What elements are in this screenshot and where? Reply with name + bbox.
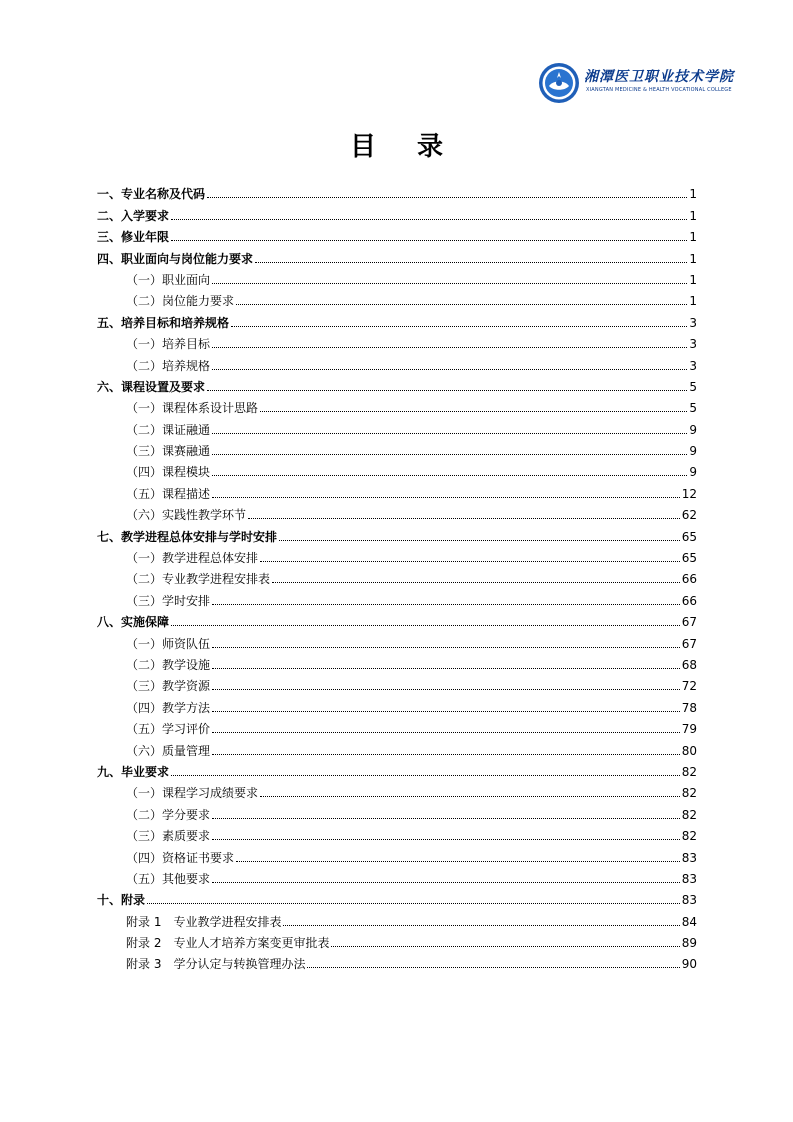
toc-entry[interactable] (97, 866, 697, 887)
toc-entry-text: 四、职业面向与岗位能力要求 (97, 251, 254, 266)
toc-entry-page: 68 (681, 657, 697, 672)
toc-entry-text: （三）学时安排 (126, 593, 211, 608)
toc-entry[interactable] (97, 609, 697, 630)
toc-entry-text: （五）课程描述 (126, 486, 211, 501)
toc-entry[interactable] (97, 181, 697, 202)
toc-entry[interactable] (97, 374, 697, 395)
toc-entry-text: 一、专业名称及代码 (97, 187, 206, 202)
toc-entry[interactable] (97, 737, 697, 758)
toc-entry[interactable] (97, 416, 697, 437)
toc-entry-text: （六）实践性教学环节 (126, 508, 247, 523)
toc-entry[interactable] (97, 288, 697, 309)
toc-entry-text: 五、培养目标和培养规格 (97, 315, 230, 330)
toc-entry[interactable] (97, 331, 697, 352)
toc-entry-text: 六、课程设置及要求 (97, 379, 206, 394)
toc-dot-leader (283, 925, 679, 926)
toc-entry-page: 9 (689, 465, 697, 480)
toc-entry-page: 65 (681, 551, 697, 566)
toc-entry-page: 12 (681, 486, 697, 501)
toc-dot-leader (260, 411, 687, 412)
toc-dot-leader (272, 582, 680, 583)
toc-entry-text: （四）教学方法 (126, 700, 211, 715)
toc-entry-page: 1 (689, 272, 697, 287)
toc-dot-leader (207, 390, 687, 391)
toc-entry-text: （六）质量管理 (126, 743, 211, 758)
toc-entry-text: 八、实施保障 (97, 615, 170, 630)
toc-entry-page: 5 (689, 379, 697, 394)
toc-entry-page: 1 (689, 187, 697, 202)
toc-entry[interactable] (97, 245, 697, 266)
toc-entry[interactable] (97, 801, 697, 822)
toc-entry[interactable] (97, 673, 697, 694)
college-name: 湘潭医卫职业技术学院 (584, 69, 734, 85)
toc-entry-text: （二）专业教学进程安排表 (126, 572, 271, 587)
toc-entry-text: （一）培养目标 (126, 337, 211, 352)
toc-dot-leader (236, 304, 687, 305)
toc-entry-text: （三）教学资源 (126, 679, 211, 694)
toc-entry-page: 82 (681, 764, 697, 779)
toc-entry[interactable] (97, 780, 697, 801)
toc-entry[interactable] (97, 395, 697, 416)
toc-dot-leader (260, 561, 680, 562)
toc-entry-text: 七、教学进程总体安排与学时安排 (97, 529, 278, 544)
toc-entry[interactable] (97, 438, 697, 459)
toc-dot-leader (212, 818, 680, 819)
toc-entry-page: 67 (681, 615, 697, 630)
toc-entry-page: 1 (689, 251, 697, 266)
toc-entry-page: 1 (689, 294, 697, 309)
toc-dot-leader (260, 796, 680, 797)
toc-entry[interactable] (97, 887, 697, 908)
toc-dot-leader (212, 604, 680, 605)
toc-entry-page: 82 (681, 786, 697, 801)
toc-entry-text: （四）课程模块 (126, 465, 211, 480)
toc-dot-leader (212, 497, 680, 498)
toc-dot-leader (147, 903, 680, 904)
toc-dot-leader (236, 861, 680, 862)
toc-entry-text: 三、修业年限 (97, 230, 170, 245)
toc-dot-leader (212, 689, 680, 690)
toc-dot-leader (212, 454, 687, 455)
toc-entry-text: （五）学习评价 (126, 722, 211, 737)
toc-dot-leader (171, 775, 680, 776)
toc-entry-page: 89 (681, 936, 697, 951)
toc-dot-leader (212, 433, 687, 434)
college-logo (538, 62, 734, 106)
table-of-contents (97, 181, 697, 972)
toc-entry-text: （一）职业面向 (126, 272, 211, 287)
toc-entry-text: （五）其他要求 (126, 871, 211, 886)
toc-entry-text: （二）培养规格 (126, 358, 211, 373)
toc-entry-page: 90 (681, 957, 697, 972)
toc-entry-page: 67 (681, 636, 697, 651)
toc-entry-text: （一）教学进程总体安排 (126, 551, 259, 566)
toc-dot-leader (212, 839, 680, 840)
toc-entry[interactable] (97, 202, 697, 223)
toc-entry[interactable] (97, 352, 697, 373)
toc-entry-page: 83 (681, 871, 697, 886)
toc-dot-leader (212, 283, 687, 284)
toc-entry-page: 65 (681, 529, 697, 544)
toc-entry-page: 78 (681, 700, 697, 715)
college-seal-icon (538, 62, 580, 104)
toc-entry-page: 1 (689, 208, 697, 223)
toc-entry[interactable] (97, 694, 697, 715)
toc-dot-leader (307, 967, 679, 968)
toc-entry-page: 72 (681, 679, 697, 694)
toc-entry[interactable] (97, 951, 697, 972)
toc-dot-leader (212, 668, 680, 669)
toc-entry[interactable] (97, 480, 697, 501)
toc-dot-leader (212, 754, 680, 755)
toc-entry[interactable] (97, 523, 697, 544)
college-english-name: XIANGTAN MEDICINE & HEALTH VOCATIONAL COLLEGE (586, 87, 732, 93)
toc-entry-page: 83 (681, 850, 697, 865)
toc-entry-text: （一）课程体系设计思路 (126, 401, 259, 416)
toc-entry[interactable] (97, 267, 697, 288)
toc-entry-page: 66 (681, 572, 697, 587)
toc-dot-leader (212, 882, 680, 883)
toc-entry[interactable] (97, 759, 697, 780)
toc-dot-leader (279, 540, 680, 541)
toc-entry[interactable] (97, 930, 697, 951)
toc-entry-page: 3 (689, 315, 697, 330)
toc-entry-page: 66 (681, 593, 697, 608)
toc-entry-page: 84 (681, 914, 697, 929)
toc-dot-leader (171, 219, 687, 220)
toc-entry-page: 82 (681, 829, 697, 844)
toc-dot-leader (212, 369, 687, 370)
toc-entry[interactable] (97, 823, 697, 844)
toc-entry-page: 83 (681, 893, 697, 908)
toc-entry-text: （二）课证融通 (126, 422, 211, 437)
toc-entry-text: 附录 1 专业教学进程安排表 (126, 914, 282, 929)
toc-entry-text: （三）素质要求 (126, 829, 211, 844)
toc-entry-text: （三）课赛融通 (126, 444, 211, 459)
toc-entry-text: 二、入学要求 (97, 208, 170, 223)
toc-entry-text: （二）教学设施 (126, 657, 211, 672)
toc-dot-leader (212, 347, 687, 348)
toc-entry[interactable] (97, 459, 697, 480)
toc-entry[interactable] (97, 545, 697, 566)
toc-entry[interactable] (97, 224, 697, 245)
toc-entry-page: 82 (681, 807, 697, 822)
toc-entry-page: 9 (689, 422, 697, 437)
toc-entry-page: 3 (689, 358, 697, 373)
toc-entry-text: 附录 2 专业人才培养方案变更审批表 (126, 936, 330, 951)
toc-dot-leader (171, 240, 687, 241)
toc-entry-text: （二）岗位能力要求 (126, 294, 235, 309)
toc-entry-page: 5 (689, 401, 697, 416)
toc-entry[interactable] (97, 652, 697, 673)
toc-entry-text: （一）课程学习成绩要求 (126, 786, 259, 801)
toc-entry[interactable] (97, 502, 697, 523)
toc-dot-leader (255, 262, 687, 263)
page-title: 目 录 (349, 132, 460, 162)
toc-entry-text: 附录 3 学分认定与转换管理办法 (126, 957, 306, 972)
toc-entry-text: （一）师资队伍 (126, 636, 211, 651)
toc-entry-page: 62 (681, 508, 697, 523)
toc-entry-page: 3 (689, 337, 697, 352)
toc-entry[interactable] (97, 587, 697, 608)
toc-dot-leader (331, 946, 679, 947)
toc-entry[interactable] (97, 844, 697, 865)
toc-dot-leader (212, 732, 680, 733)
toc-entry[interactable] (97, 309, 697, 330)
toc-dot-leader (212, 475, 687, 476)
toc-dot-leader (207, 197, 687, 198)
toc-entry[interactable] (97, 630, 697, 651)
toc-entry-text: 十、附录 (97, 893, 146, 908)
toc-dot-leader (231, 326, 687, 327)
toc-entry-page: 80 (681, 743, 697, 758)
toc-entry[interactable] (97, 908, 697, 929)
toc-entry[interactable] (97, 566, 697, 587)
toc-dot-leader (212, 647, 680, 648)
toc-entry[interactable] (97, 716, 697, 737)
toc-dot-leader (212, 711, 680, 712)
toc-entry-text: 九、毕业要求 (97, 764, 170, 779)
toc-entry-page: 79 (681, 722, 697, 737)
toc-entry-page: 1 (689, 230, 697, 245)
toc-entry-page: 9 (689, 444, 697, 459)
toc-entry-text: （二）学分要求 (126, 807, 211, 822)
toc-dot-leader (171, 625, 680, 626)
toc-dot-leader (248, 518, 680, 519)
toc-entry-text: （四）资格证书要求 (126, 850, 235, 865)
